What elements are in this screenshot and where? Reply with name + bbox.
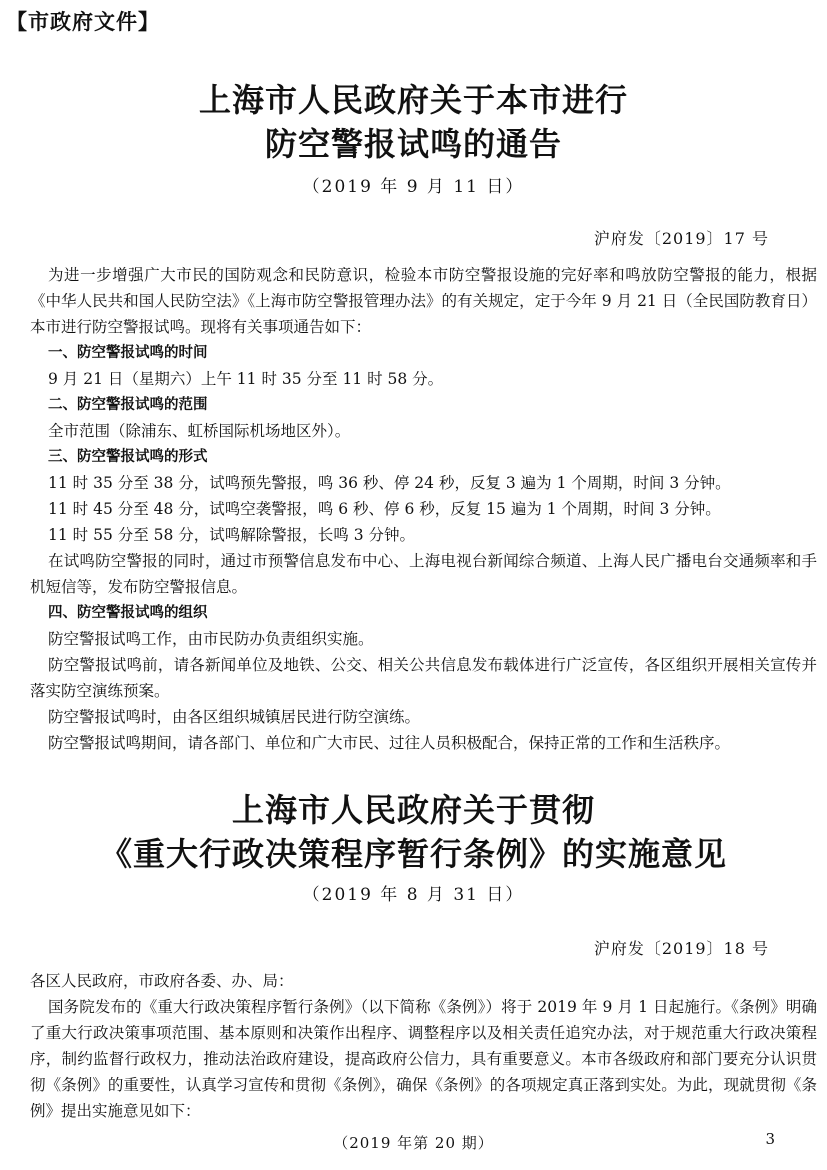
doc2-date: （2019 年 8 月 31 日） [302,885,525,905]
paragraph: 11 时 55 分至 58 分，试鸣解除警报，长鸣 3 分钟。 [48,526,416,544]
paragraph: 9 月 21 日（星期六）上午 11 时 35 分至 11 时 58 分。 [48,370,444,388]
doc1-title-line1: 上海市人民政府关于本市进行 [198,81,628,119]
paragraph: 防空警报试鸣期间，请各部门、单位和广大市民、过往人员积极配合，保持正常的工作和生活秩序。 [48,734,731,752]
doc1-body [30,262,817,756]
doc2-body [30,968,817,1124]
paragraph: 11 时 35 分至 38 分，试鸣预先警报，鸣 36 秒、停 24 秒，反复 3 遍为 1 个周期，时间 3 分钟。 [48,474,731,492]
page-number: 3 [765,1130,775,1148]
doc1-title-line2: 防空警报试鸣的通告 [264,125,562,163]
paragraph: 各区人民政府，市政府各委、办、局： [30,972,294,990]
doc2-title-line1: 上海市人民政府关于贯彻 [231,791,595,829]
section-heading: 三、防空警报试鸣的形式 [48,449,208,465]
section-heading: 二、防空警报试鸣的范围 [48,397,208,413]
paragraph: 防空警报试鸣前，请各新闻单位及地铁、公交、相关公共信息发布载体进行广泛宣传，各区组织开展相关宣传并落实防空演练预案。 [30,656,817,700]
doc1-doc-number: 沪府发〔2019〕17 号 [593,229,769,248]
section-heading: 一、防空警报试鸣的时间 [48,345,208,361]
paragraph: 国务院发布的《重大行政决策程序暂行条例》（以下简称《条例》）将于 2019 年 9 月 1 日起施行。《条例》明确了重大行政决策事项范围、基本原则和决策作出程序、调整程序以及相关责任追究办法，对于规范重大行政决策程序，制约监督行政权力，推动法治政府建设，提高政府公信力，具有重要意义。本市各级政府和部门要充分认识贯彻《条例》的重要性，认真学习宣传和贯彻《条例》，确保《条例》的各项规定真正落到实处。为此，现就贯彻《条例》提出实施意见如下： [30,998,817,1120]
doc2-title-line2: 《重大行政决策程序暂行条例》的实施意见 [99,835,727,873]
doc1-date: （2019 年 9 月 11 日） [302,177,525,197]
section-heading: 四、防空警报试鸣的组织 [48,605,208,621]
paragraph: 防空警报试鸣工作，由市民防办负责组织实施。 [48,630,374,648]
paragraph: 全市范围（除浦东、虹桥国际机场地区外）。 [48,422,351,440]
section-tag: 【市政府文件】 [6,10,160,34]
paragraph: 防空警报试鸣时，由各区组织城镇居民进行防空演练。 [48,708,421,726]
paragraph: 在试鸣防空警报的同时，通过市预警信息发布中心、上海电视台新闻综合频道、上海人民广播电台交通频率和手机短信等，发布防空警报信息。 [30,552,817,596]
paragraph: 11 时 45 分至 48 分，试鸣空袭警报，鸣 6 秒、停 6 秒，反复 15 遍为 1 个周期，时间 3 分钟。 [48,500,721,518]
doc2-doc-number: 沪府发〔2019〕18 号 [593,939,769,958]
issue-footer: （2019 年第 20 期） [333,1134,494,1152]
paragraph: 为进一步增强广大市民的国防观念和民防意识，检验本市防空警报设施的完好率和鸣放防空警报的能力，根据《中华人民共和国人民防空法》《上海市防空警报管理办法》的有关规定，定于今年 9 月 21 日（全民国防教育日）本市进行防空警报试鸣。现将有关事项通告如下： [30,266,817,336]
